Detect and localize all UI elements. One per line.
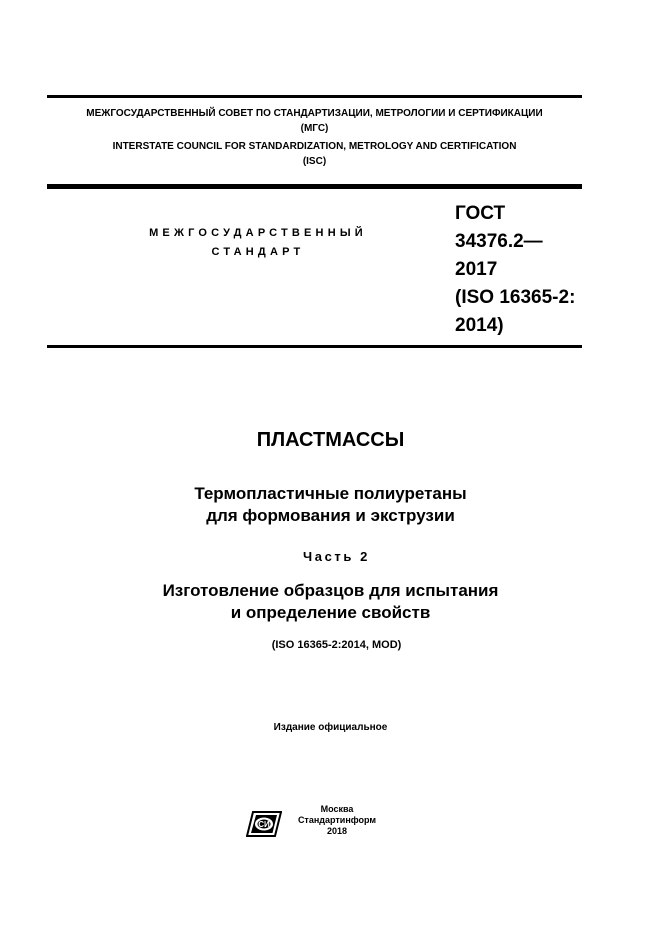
council-name-en: INTERSTATE COUNCIL FOR STANDARDIZATION, METROLOGY AND CERTIFICATION (ISC) [112, 141, 517, 167]
document-subtitle: Термопластичные полиуретаны для формования и экструзии [194, 484, 467, 525]
part-title: Изготовление образцов для испытания и определение свойств [162, 581, 499, 622]
document-title: ПЛАСТМАССЫ [256, 429, 405, 451]
bottom-rule [47, 345, 582, 348]
publisher-name: Стандартинформ [297, 815, 377, 825]
middle-rule [47, 184, 582, 189]
top-rule [47, 95, 582, 98]
svg-text:СИ: СИ [258, 820, 270, 829]
iso-reference: (ISO 16365-2:2014, MOD) [271, 639, 402, 651]
council-name-ru: МЕЖГОСУДАРСТВЕННЫЙ СОВЕТ ПО СТАНДАРТИЗАЦИИ, МЕТРОЛОГИИ И СЕРТИФИКАЦИИ (МГС) [86, 108, 543, 134]
publisher-year: 2018 [326, 826, 348, 836]
publisher-info [292, 804, 382, 837]
standard-type-label: МЕЖГОСУДАРСТВЕННЫЙ СТАНДАРТ [149, 227, 367, 258]
publisher-city: Москва [320, 804, 354, 814]
edition-note: Издание официальное [273, 722, 388, 733]
standard-designation: ГОСТ 34376.2— 2017 (ISO 16365-2: 2014) [455, 203, 576, 336]
part-number: Часть 2 [303, 549, 370, 564]
standartinform-logo-icon [246, 810, 282, 838]
